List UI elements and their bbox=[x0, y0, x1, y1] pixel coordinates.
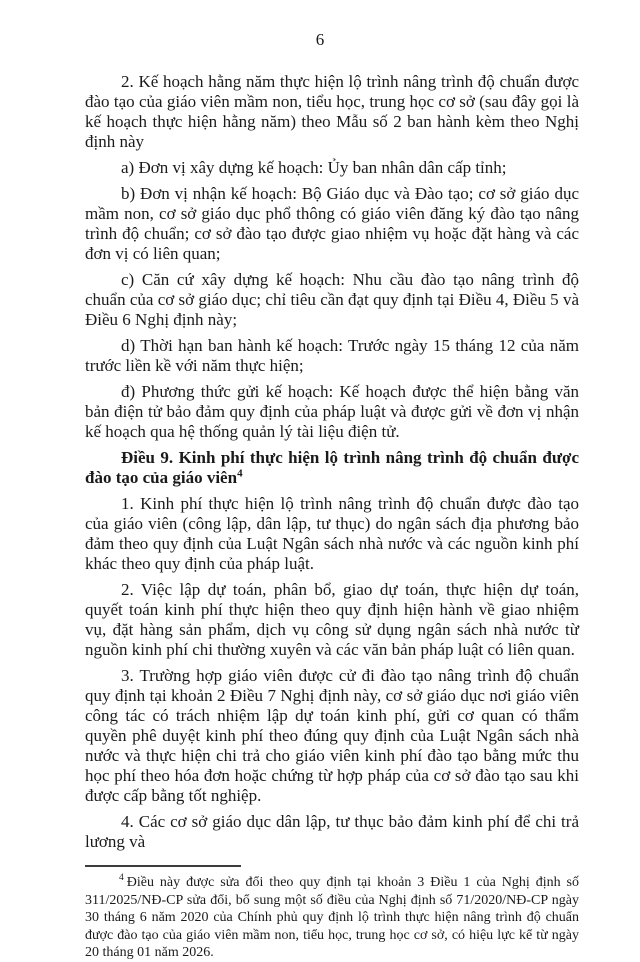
footnote-separator bbox=[85, 865, 241, 867]
article-9-heading-text: Điều 9. Kinh phí thực hiện lộ trình nâng trình độ chuẩn được đào tạo của giáo viên bbox=[85, 448, 579, 487]
footnote bbox=[85, 874, 579, 962]
paragraph-clause-4: 4. Các cơ sở giáo dục dân lập, tư thục bảo đảm kinh phí để chi trả lương và bbox=[85, 812, 579, 851]
paragraph-item-b: b) Đơn vị nhận kế hoạch: Bộ Giáo dục và Đào tạo; cơ sở giáo dục mầm non, cơ sở giáo dục phổ thông có giáo viên đăng ký đào tạo nâng trình độ chuẩn; cơ sở đào tạo được giao nhiệm vụ hoặc đặt hàng và các đơn vị có liên quan; bbox=[85, 184, 579, 263]
footnote-reference-4: 4 bbox=[237, 467, 243, 480]
footnote-marker-4: 4 bbox=[119, 873, 124, 884]
paragraph-item-a: a) Đơn vị xây dựng kế hoạch: Ủy ban nhân dân cấp tỉnh; bbox=[121, 158, 507, 177]
paragraph-clause-1: 1. Kinh phí thực hiện lộ trình nâng trình độ chuẩn được đào tạo của giáo viên (công lập, dân lập, tư thục) do ngân sách địa phương bảo đảm theo quy định của Luật Ngân sách nhà nước và các nguồn kinh phí khác theo quy định của pháp luật. bbox=[85, 494, 579, 573]
paragraph-item-c: c) Căn cứ xây dựng kế hoạch: Nhu cầu đào tạo nâng trình độ chuẩn của cơ sở giáo dục; chỉ tiêu cần đạt quy định tại Điều 4, Điều 5 và Điều 6 Nghị định này; bbox=[85, 270, 579, 329]
paragraph-item-d: d) Thời hạn ban hành kế hoạch: Trước ngày 15 tháng 12 của năm trước liền kề với năm thực hiện; bbox=[85, 336, 579, 375]
paragraph-clause-3: 3. Trường hợp giáo viên được cử đi đào tạo nâng trình độ chuẩn quy định tại khoản 2 Điều 7 Nghị định này, cơ sở giáo dục nơi giáo viên công tác có trách nhiệm lập dự toán kinh phí, gửi cơ quan có thẩm quyền phê duyệt kinh phí theo đúng quy định của Luật Ngân sách nhà nước và thực hiện chi trả cho giáo viên kinh phí đào tạo bằng mức thu học phí theo hóa đơn hoặc chứng từ hợp pháp của cơ sở đào tạo sau khi được cấp bằng tốt nghiệp. bbox=[85, 666, 579, 805]
paragraph-item-dd: đ) Phương thức gửi kế hoạch: Kế hoạch được thể hiện bằng văn bản điện tử bảo đảm quy định của pháp luật và được gửi về đơn vị nhận kế hoạch qua hệ thống quản lý tài liệu điện tử. bbox=[85, 382, 579, 441]
document-body bbox=[85, 72, 579, 962]
paragraph-annual-plan: 2. Kế hoạch hằng năm thực hiện lộ trình nâng trình độ chuẩn được đào tạo của giáo viên mầm non, tiểu học, trung học cơ sở (sau đây gọi là kế hoạch thực hiện hằng năm) theo Mẫu số 2 ban hành kèm theo Nghị định này bbox=[85, 72, 579, 151]
footnote-area bbox=[85, 865, 579, 962]
footnote-body-text: Điều này được sửa đổi theo quy định tại khoản 3 Điều 1 của Nghị định số 311/2025/NĐ-CP sửa đổi, bổ sung một số điều của Nghị định số 71/2020/NĐ-CP ngày 30 tháng 6 năm 2020 của Chính phủ quy định lộ trình thực hiện nâng trình độ chuẩn được đào tạo của giáo viên mầm non, tiểu học, trung học cơ sở, có hiệu lực kể từ ngày 20 tháng 01 năm 2026. bbox=[85, 875, 579, 960]
article-9-heading bbox=[85, 448, 579, 488]
page-number: 6 bbox=[315, 30, 325, 49]
paragraph-clause-2: 2. Việc lập dự toán, phân bổ, giao dự toán, thực hiện dự toán, quyết toán kinh phí thực hiện theo quy định hiện hành về giao nhiệm vụ, đặt hàng sản phẩm, dịch vụ công sử dụng ngân sách nhà nước từ nguồn kinh phí chi thường xuyên và các văn bản pháp luật có liên quan. bbox=[85, 580, 579, 659]
